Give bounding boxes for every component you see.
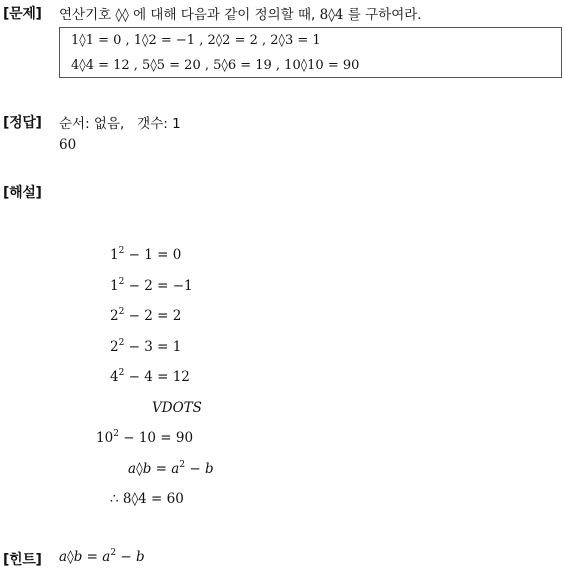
problem-statement-math: 8◊4: [319, 7, 344, 23]
definition-line-1: 1◊1 = 0 , 1◊2 = −1 , 2◊2 = 2 , 2◊3 = 1: [71, 33, 321, 48]
explanation-step: $4^2 - 4 = 12$: [110, 368, 190, 385]
explanation-vdots: VDOTS: [152, 400, 202, 416]
problem-label: [문제]: [3, 6, 42, 22]
definition-box: [59, 27, 562, 78]
definition-line-2: 4◊4 = 12 , 5◊5 = 20 , 5◊6 = 19 , 10◊10 = 90: [71, 58, 360, 73]
explanation-conclusion: ∴ 8◊4 = 60: [110, 491, 184, 507]
answer-value: 60: [59, 137, 77, 153]
explanation-step: $2^2 - 2 = 2$: [110, 307, 182, 324]
explanation-step: $2^2 - 3 = 1$: [110, 338, 182, 355]
explanation-step: $1^2 - 1 = 0$: [110, 246, 182, 263]
answer-label: [정답]: [3, 115, 42, 131]
explanation-step: $1^2 - 2 = -1$: [110, 277, 193, 294]
problem-statement-suffix: 를 구하여라.: [347, 7, 422, 23]
problem-statement-prefix: 연산기호 ◊◊ 에 대해 다음과 같이 정의할 때,: [59, 7, 316, 23]
explanation-step: $10^2 - 10 = 90$: [96, 429, 194, 446]
explanation-general-rule: a◊b = $a^2 - b$: [128, 460, 214, 477]
problem-statement: [59, 3, 422, 23]
hint-label: [힌트]: [3, 552, 42, 568]
explanation-label: [해설]: [3, 185, 42, 201]
hint-formula: a◊b = $a^2 - b$: [59, 548, 145, 565]
answer-meta: 순서: 없음, 갯수: 1: [59, 116, 181, 132]
